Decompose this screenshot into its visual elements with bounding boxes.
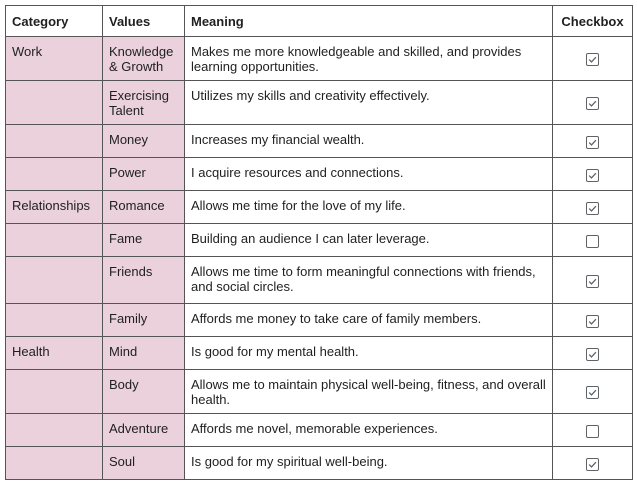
value-cell: Power [103, 158, 185, 191]
checkbox-cell [553, 447, 633, 480]
checkbox[interactable] [586, 348, 599, 361]
table-row [6, 370, 633, 414]
table-row [6, 224, 633, 257]
check-icon [587, 349, 598, 360]
category-cell [6, 447, 103, 480]
checkbox-cell [553, 191, 633, 224]
checkbox[interactable] [586, 53, 599, 66]
table-row [6, 447, 633, 480]
category-cell: Relationships [6, 191, 103, 224]
category-cell [6, 158, 103, 191]
checkbox[interactable] [586, 136, 599, 149]
category-cell [6, 370, 103, 414]
check-icon [587, 276, 598, 287]
value-cell: Exercising Talent [103, 81, 185, 125]
checkbox-cell [553, 81, 633, 125]
category-cell [6, 414, 103, 447]
meaning-cell: Is good for my mental health. [185, 337, 553, 370]
checkbox[interactable] [586, 275, 599, 288]
meaning-cell: Increases my financial wealth. [185, 125, 553, 158]
check-icon [587, 137, 598, 148]
value-cell: Mind [103, 337, 185, 370]
checkbox[interactable] [586, 386, 599, 399]
meaning-cell: Allows me to maintain physical well-being, fitness, and overall health. [185, 370, 553, 414]
table-row [6, 191, 633, 224]
checkbox[interactable] [586, 97, 599, 110]
check-icon [587, 316, 598, 327]
checkbox-cell [553, 224, 633, 257]
check-icon [587, 54, 598, 65]
meaning-cell: Affords me novel, memorable experiences. [185, 414, 553, 447]
value-cell: Adventure [103, 414, 185, 447]
checkbox[interactable] [586, 425, 599, 438]
checkbox[interactable] [586, 458, 599, 471]
table-row [6, 337, 633, 370]
meaning-cell: Allows me time for the love of my life. [185, 191, 553, 224]
value-cell: Fame [103, 224, 185, 257]
meaning-cell: Allows me time to form meaningful connections with friends, and social circles. [185, 257, 553, 304]
checkbox[interactable] [586, 169, 599, 182]
check-icon [587, 170, 598, 181]
checkbox-cell [553, 125, 633, 158]
value-cell: Friends [103, 257, 185, 304]
meaning-cell: Makes me more knowledgeable and skilled, and provides learning opportunities. [185, 37, 553, 81]
category-cell [6, 224, 103, 257]
category-cell [6, 304, 103, 337]
checkbox[interactable] [586, 235, 599, 248]
check-icon [587, 387, 598, 398]
check-icon [587, 98, 598, 109]
value-cell: Family [103, 304, 185, 337]
category-cell [6, 81, 103, 125]
checkbox-cell [553, 257, 633, 304]
checkbox-cell [553, 337, 633, 370]
table-row [6, 81, 633, 125]
header-meaning: Meaning [185, 6, 553, 37]
category-cell [6, 257, 103, 304]
checkbox[interactable] [586, 202, 599, 215]
check-icon [587, 203, 598, 214]
value-cell: Romance [103, 191, 185, 224]
table-row [6, 414, 633, 447]
checkbox-cell [553, 37, 633, 81]
table-row [6, 125, 633, 158]
category-cell: Work [6, 37, 103, 81]
category-cell: Health [6, 337, 103, 370]
checkbox-cell [553, 304, 633, 337]
table-row [6, 257, 633, 304]
header-row [6, 6, 633, 37]
header-checkbox: Checkbox [553, 6, 633, 37]
value-cell: Body [103, 370, 185, 414]
header-values: Values [103, 6, 185, 37]
meaning-cell: Is good for my spiritual well-being. [185, 447, 553, 480]
check-icon [587, 459, 598, 470]
meaning-cell: I acquire resources and connections. [185, 158, 553, 191]
header-category: Category [6, 6, 103, 37]
values-table [5, 5, 633, 480]
checkbox-cell [553, 414, 633, 447]
value-cell: Soul [103, 447, 185, 480]
table-row [6, 304, 633, 337]
value-cell: Knowledge & Growth [103, 37, 185, 81]
checkbox[interactable] [586, 315, 599, 328]
checkbox-cell [553, 370, 633, 414]
table-row [6, 37, 633, 81]
value-cell: Money [103, 125, 185, 158]
meaning-cell: Utilizes my skills and creativity effectively. [185, 81, 553, 125]
category-cell [6, 125, 103, 158]
checkbox-cell [553, 158, 633, 191]
meaning-cell: Affords me money to take care of family members. [185, 304, 553, 337]
table-row [6, 158, 633, 191]
meaning-cell: Building an audience I can later leverage. [185, 224, 553, 257]
